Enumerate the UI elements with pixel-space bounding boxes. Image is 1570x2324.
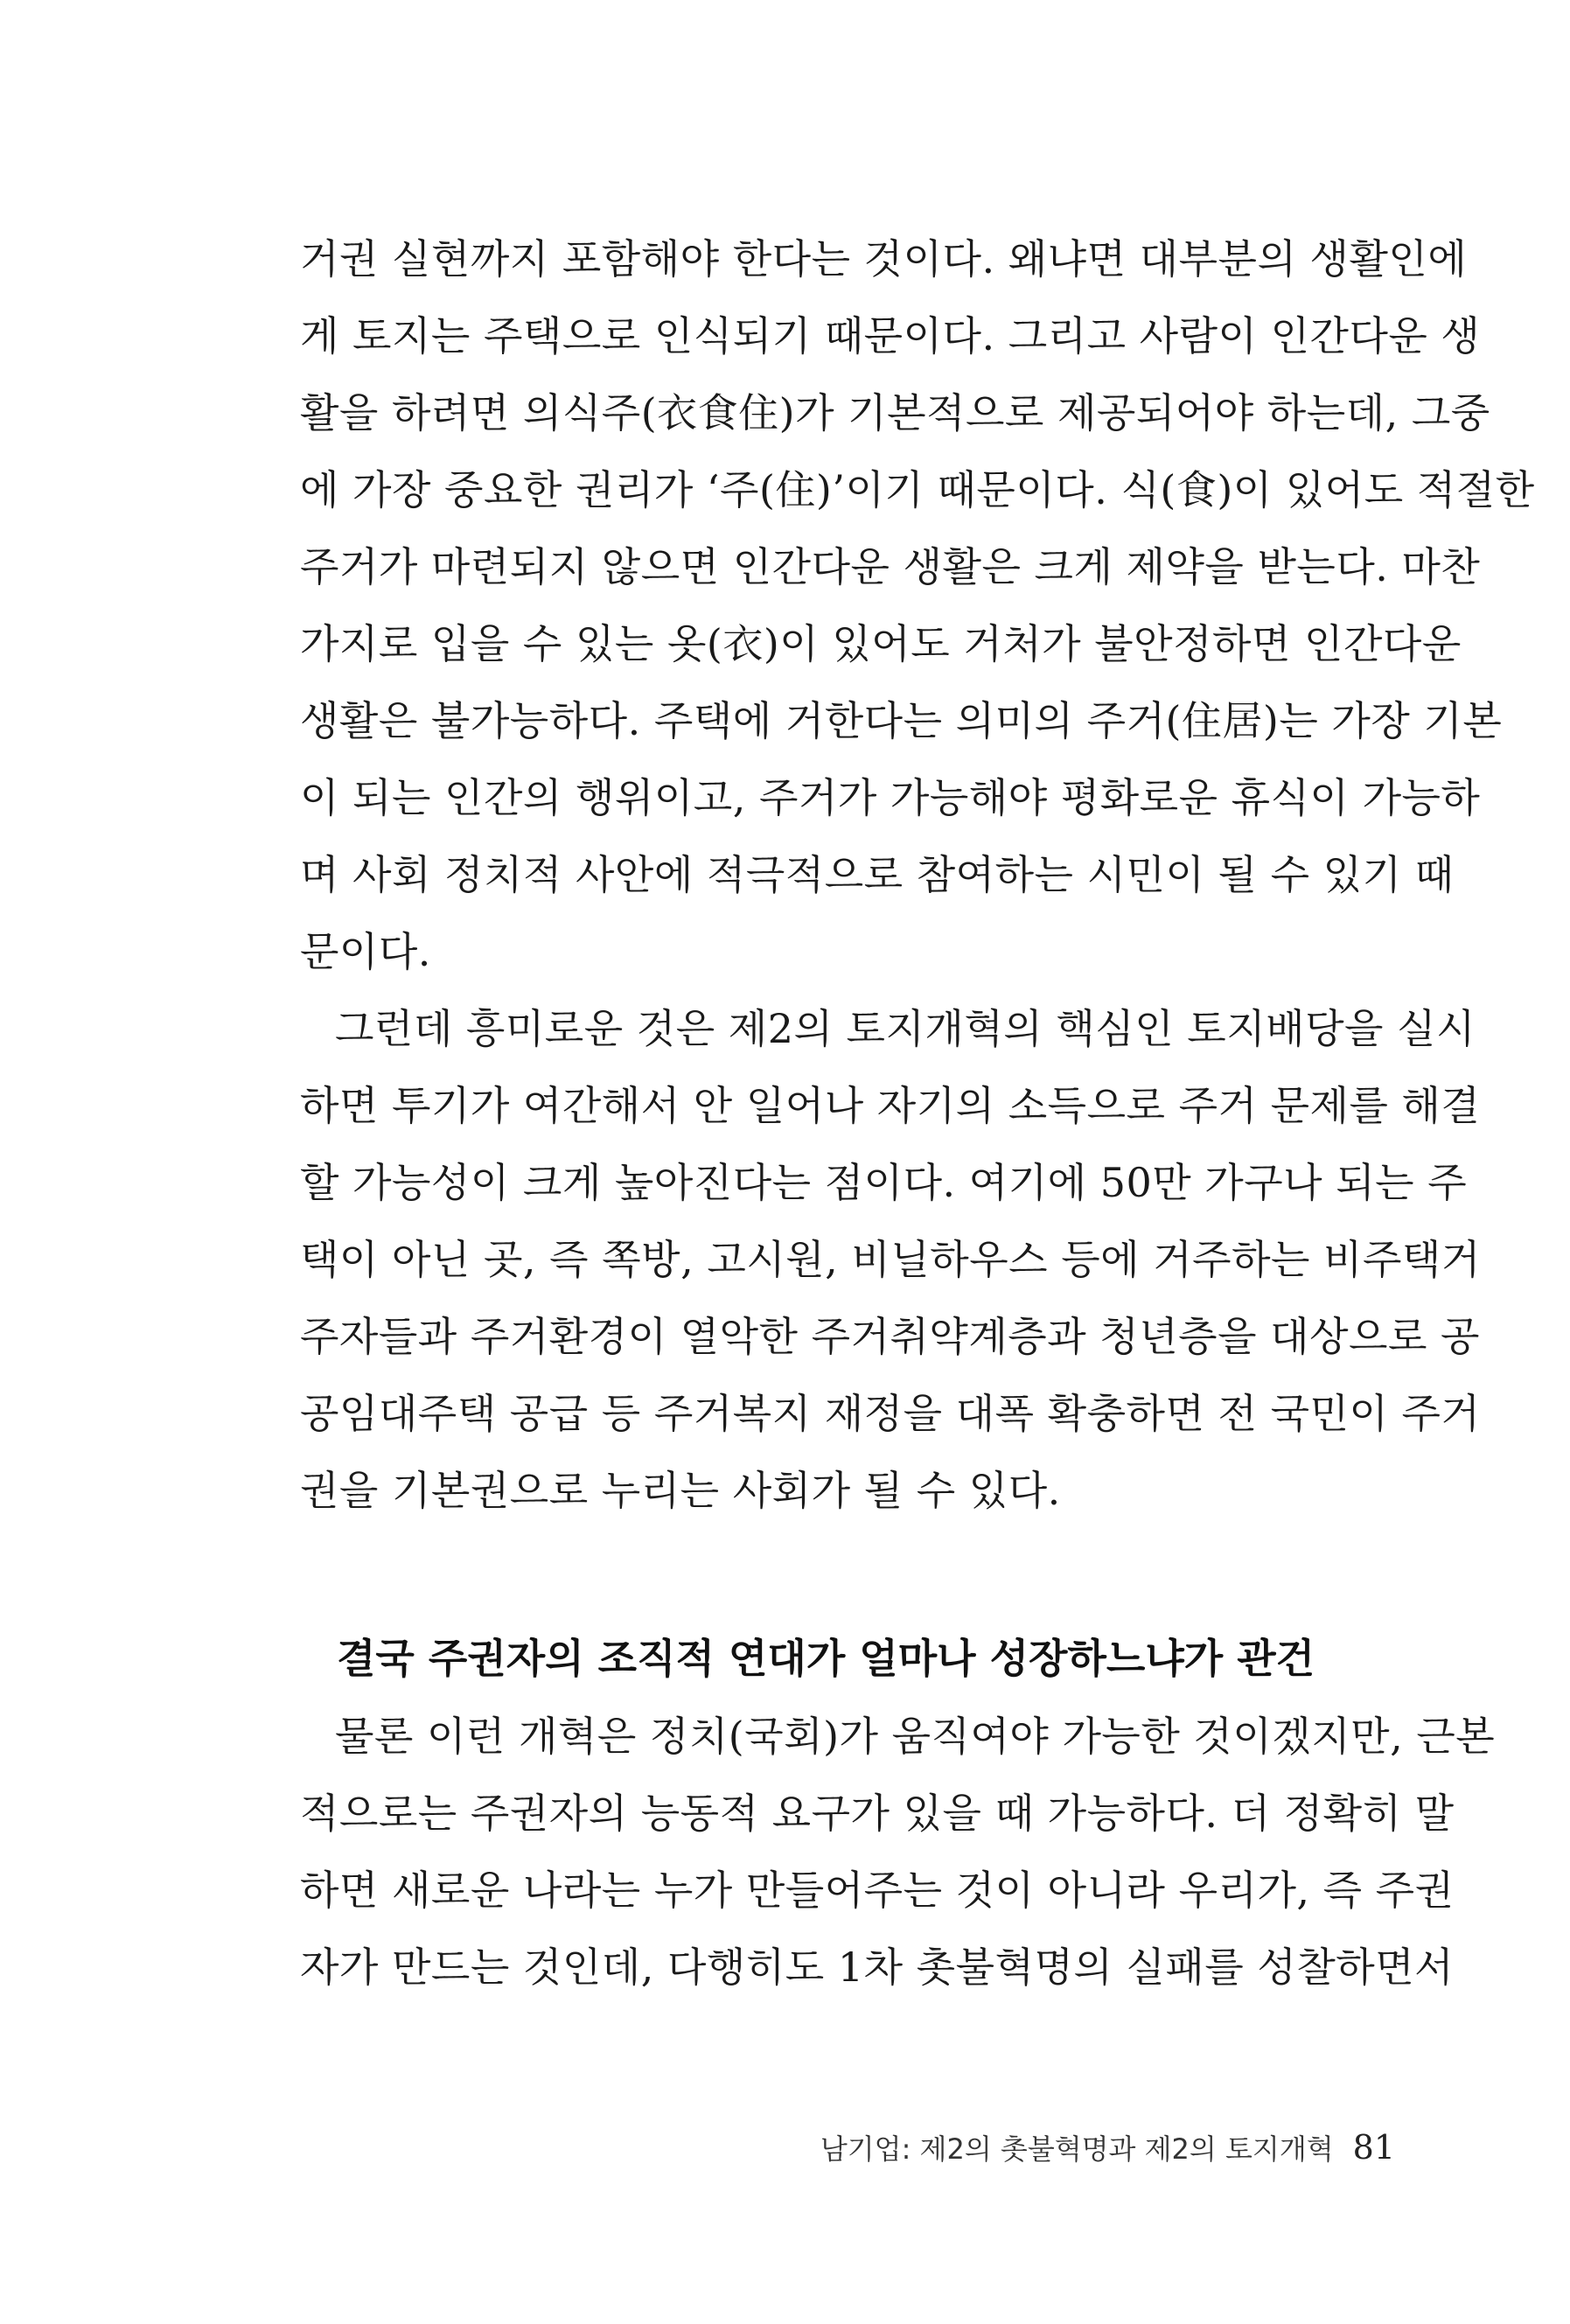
text-line: 생활은 불가능하다. 주택에 거한다는 의미의 주거(住居)는 가장 기본 — [300, 697, 1503, 744]
paragraph-3 — [300, 1698, 1496, 2006]
running-title: 남기업: 제2의 촛불혁명과 제2의 토지개혁 — [820, 2132, 1334, 2166]
text-line: 가지로 입을 수 있는 옷(衣)이 있어도 거처가 불안정하면 인간다운 — [300, 620, 1462, 667]
text-line: 활을 하려면 의식주(衣食住)가 기본적으로 제공되어야 하는데, 그중 — [300, 389, 1490, 436]
text-line: 택이 아닌 곳, 즉 쪽방, 고시원, 비닐하우스 등에 거주하는 비주택거 — [300, 1236, 1481, 1283]
text-line: 하면 새로운 나라는 누가 만들어주는 것이 아니라 우리가, 즉 주권 — [300, 1867, 1455, 1914]
text-line: 할 가능성이 크게 높아진다는 점이다. 여기에 50만 가구나 되는 주 — [300, 1159, 1468, 1206]
text-line: 하면 투기가 여간해서 안 일어나 자기의 소득으로 주거 문제를 해결 — [300, 1082, 1481, 1129]
text-line: 공임대주택 공급 등 주거복지 재정을 대폭 확충하면 전 국민이 주거 — [300, 1390, 1481, 1437]
text-line: 거권 실현까지 포함해야 한다는 것이다. 왜냐면 대부분의 생활인에 — [300, 235, 1468, 283]
section-heading: 결국 주권자의 조직적 연대가 얼마나 성장하느냐가 관건 — [337, 1635, 1315, 1682]
text-line: 그런데 흥미로운 것은 제2의 토지개혁의 핵심인 토지배당을 실시 — [335, 1005, 1476, 1052]
text-line: 적으로는 주권자의 능동적 요구가 있을 때 가능하다. 더 정확히 말 — [300, 1790, 1455, 1837]
page-number: 81 — [1352, 2128, 1395, 2167]
text-line: 물론 이런 개혁은 정치(국회)가 움직여야 가능한 것이겠지만, 근본 — [335, 1713, 1496, 1760]
text-line: 이 되는 인간의 행위이고, 주거가 가능해야 평화로운 휴식이 가능하 — [300, 774, 1481, 821]
text-line: 에 가장 중요한 권리가 ‘주(住)’이기 때문이다. 식(食)이 있어도 적절한 — [300, 466, 1535, 513]
paragraph-1 — [300, 220, 1535, 990]
text-line: 주자들과 주거환경이 열악한 주거취약계층과 청년층을 대상으로 공 — [300, 1313, 1480, 1360]
paragraph-2 — [300, 990, 1481, 1529]
page-footer — [820, 2121, 1395, 2174]
text-line: 며 사회 정치적 사안에 적극적으로 참여하는 시민이 될 수 있기 때 — [300, 851, 1455, 898]
text-line: 권을 기본권으로 누리는 사회가 될 수 있다. — [300, 1467, 1061, 1514]
text-line: 문이다. — [300, 928, 431, 975]
text-line: 주거가 마련되지 않으면 인간다운 생활은 크게 제약을 받는다. 마찬 — [300, 543, 1481, 590]
text-line: 게 토지는 주택으로 인식되기 때문이다. 그리고 사람이 인간다운 생 — [300, 312, 1481, 359]
text-line: 자가 만드는 것인데, 다행히도 1차 촛불혁명의 실패를 성찰하면서 — [300, 1944, 1455, 1991]
